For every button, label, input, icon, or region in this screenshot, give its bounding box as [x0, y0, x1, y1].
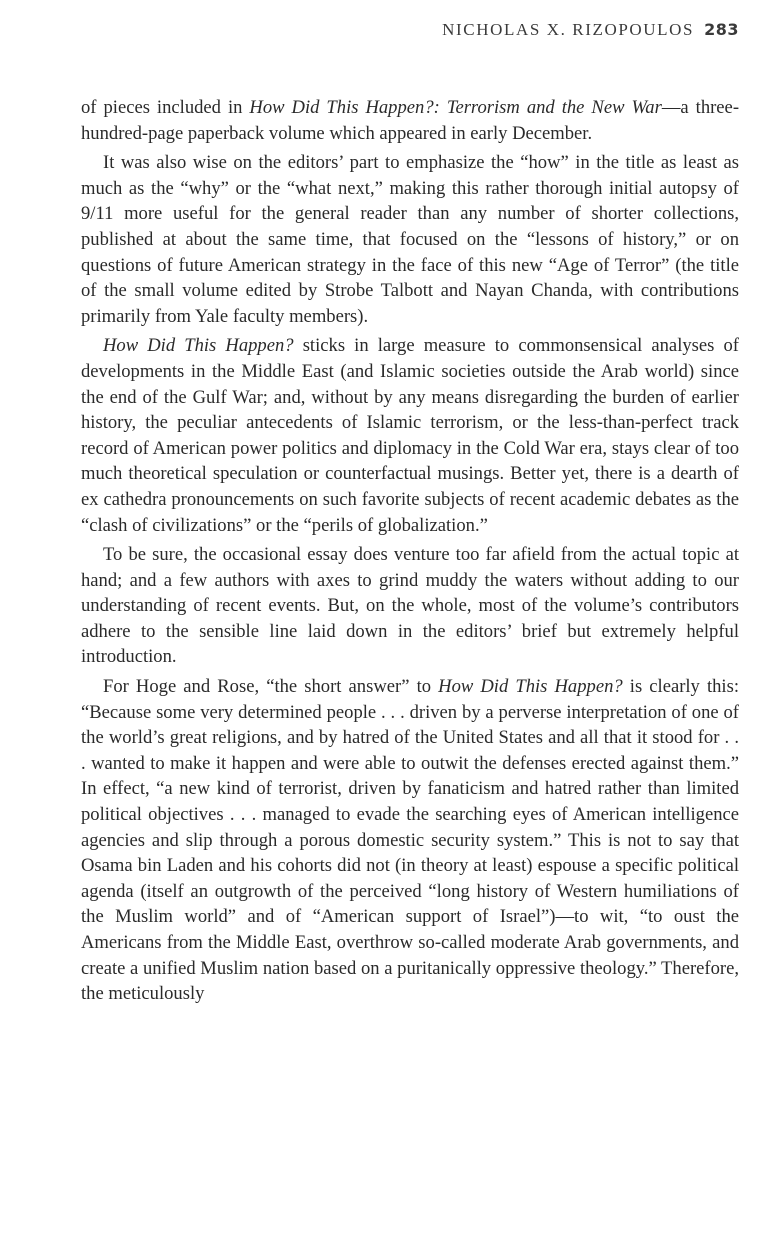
- text-run: —a three-hundred-page paperback volume which appeared in early December.: [81, 97, 740, 144]
- text-run: is clearly this: “Because some very determined people . . . driven by a perverse interpretation of one of the world’s great religions, and by hatred of the United States and all that it stood for . . . wanted to make it happen and were able to outwit the defenses erected against them.” In effect, “a new kind of terrorist, driven by fanaticism and hatred rather than limited political objectives . . . managed to evade the searching eyes of American intelligence agencies and slip through a porous domestic security system.” This is not to say that Osama bin Laden and his cohorts did not (in theory at least) espouse a specific political agenda (itself an outgrowth of the perceived “long history of Western humiliations of the Muslim world” and of “American support of Israel”)—to wit, “to oust the Americans from the Middle East, overthrow so-called moderate Arab governments, and create a unified Muslim nation based on a puritanically oppressive theology.” Therefore, the meticulously: [81, 676, 739, 1005]
- text-run: For Hoge and Rose, “the short answer” to: [103, 676, 439, 698]
- running-header: [442, 20, 739, 40]
- text-run: To be sure, the occasional essay does venture too far afield from the actual topic at hand; and a few authors with axes to grind muddy the waters without adding to our understanding of recent events. But, on the whole, most of the volume’s contributors adhere to the sensible line laid down in the editors’ brief but extremely helpful introduction.: [81, 544, 739, 668]
- paragraph: [81, 150, 739, 329]
- body-text: [81, 95, 739, 1011]
- text-run: It was also wise on the editors’ part to emphasize the “how” in the title as least as much as the “why” or the “what next,” making this rather thorough initial autopsy of 9/11 more useful for the general reader than any number of shorter collections, published at about the same time, that focused on the “lessons of history,” or on questions of future American strategy in the face of this new “Age of Terror” (the title of the small volume edited by Strobe Talbott and Nayan Chanda, with contributions primarily from Yale faculty members).: [81, 152, 739, 327]
- paragraph: [81, 333, 739, 538]
- text-run: sticks in large measure to commonsensical analyses of developments in the Middle East (and Islamic societies outside the Arab world) since the end of the Gulf War; and, without by any means disregarding the burden of earlier history, the peculiar antecedents of Islamic terrorism, or the less-than-perfect track record of American power politics and diplomacy in the Cold War era, stays clear of too much theoretical speculation or counterfactual musings. Better yet, there is a dearth of ex cathedra pronouncements on such favorite subjects of recent academic debates as the “clash of civilizations” or the “perils of globalization.”: [81, 335, 739, 536]
- italic-title: How Did This Happen?: [103, 335, 294, 357]
- paragraph: [81, 674, 739, 1007]
- paragraph: [81, 95, 739, 146]
- text-run: of pieces included in: [81, 97, 250, 118]
- italic-title: How Did This Happen?: Terrorism and the New War: [249, 97, 662, 118]
- italic-title: How Did This Happen?: [438, 676, 623, 698]
- page-number: 283: [704, 20, 739, 39]
- paragraph: [81, 542, 739, 670]
- author-name: NICHOLAS X. RIZOPOULOS: [442, 20, 695, 39]
